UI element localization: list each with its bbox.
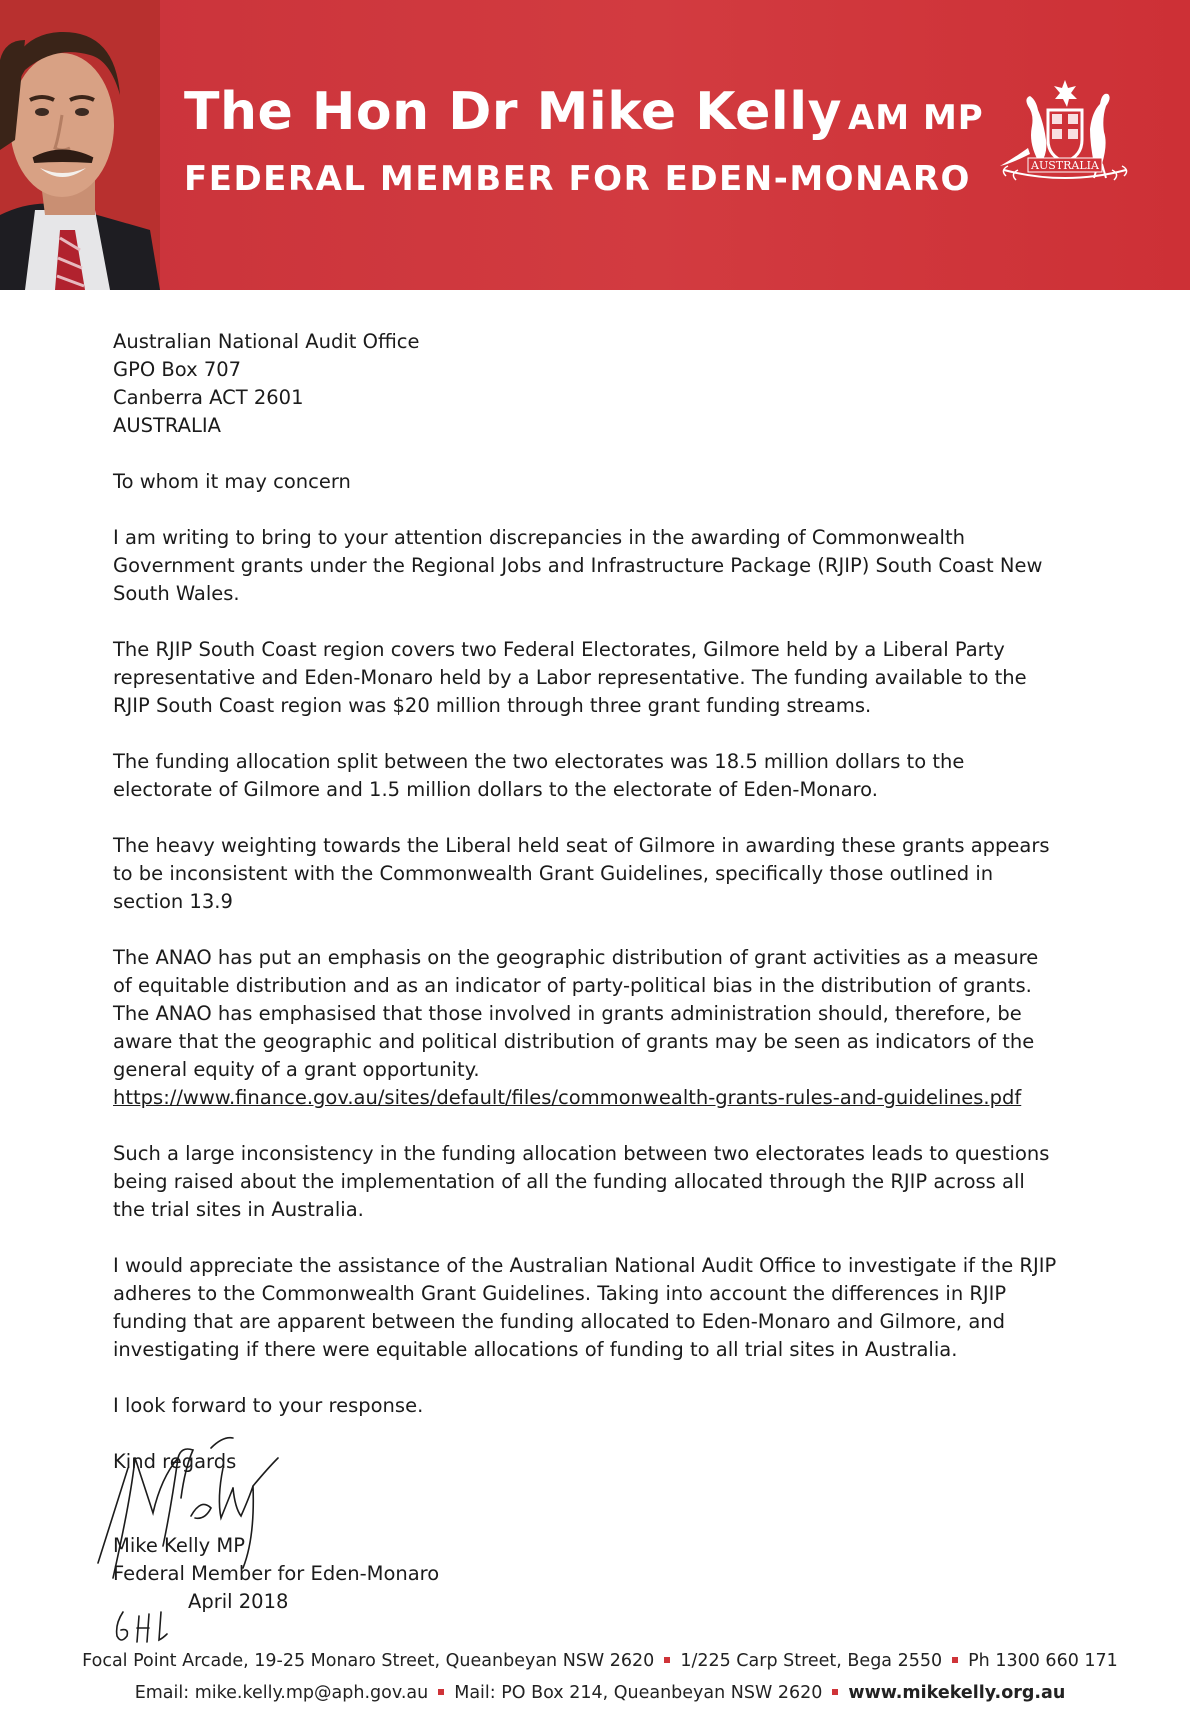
signer-name: Mike Kelly MP (113, 1534, 246, 1557)
paragraph-8: I look forward to your response. (113, 1394, 424, 1417)
letter-date: April 2018 (188, 1590, 289, 1613)
salutation: To whom it may concern (113, 470, 351, 493)
footer-separator (664, 1657, 670, 1663)
member-role: FEDERAL MEMBER FOR EDEN-MONARO (184, 159, 971, 199)
guidelines-link[interactable]: https://www.finance.gov.au/sites/default/files/commonwealth-grants-rules-and-guidelines.pdf (113, 1086, 1022, 1109)
recipient-address (113, 328, 1063, 440)
footer-separator (952, 1657, 958, 1663)
paragraph-6: Such a large inconsistency in the funding allocation between two electorates leads to questions being raised about the implementation of all the funding allocated through the RJIP across all the trial sites in Australia. (113, 1142, 1050, 1221)
address-line: Australian National Audit Office (113, 330, 420, 353)
address-line: GPO Box 707 (113, 358, 242, 381)
footer-addresses (0, 1651, 1200, 1671)
letterhead-banner (0, 0, 1190, 290)
coat-of-arms-icon (990, 74, 1140, 194)
signer-title: Federal Member for Eden-Monaro (113, 1562, 440, 1585)
footer-separator (438, 1689, 444, 1695)
member-portrait-image (0, 0, 160, 290)
paragraph-5-text: The ANAO has put an emphasis on the geographic distribution of grant activities as a measure of equitable distribution and as an indicator of party-political bias in the distribution of grants. The ANAO has emphasised that those involved in grants administration should, therefore, be aware that the geographic and political distribution of grants may be seen as indicators of the general equity of a grant opportunity. (113, 946, 1039, 1081)
valediction: Kind regards (113, 1450, 237, 1473)
footer-address-bega: 1/225 Carp Street, Bega 2550 (680, 1651, 943, 1671)
paragraph-2: The RJIP South Coast region covers two Federal Electorates, Gilmore held by a Liberal Party representative and Eden-Monaro held by a Labor representative. The funding available to the RJIP South Coast region was $20 million through three grant funding streams. (113, 638, 1027, 717)
paragraph-5 (113, 944, 1063, 1112)
footer-email[interactable]: Email: mike.kelly.mp@aph.gov.au (134, 1683, 429, 1703)
paragraph-3: The funding allocation split between the two electorates was 18.5 million dollars to the electorate of Gilmore and 1.5 million dollars to the electorate of Eden-Monaro. (113, 750, 965, 801)
paragraph-1: I am writing to bring to your attention discrepancies in the awarding of Commonwealth Government grants under the Regional Jobs and Infrastructure Package (RJIP) South Coast New South Wales. (113, 526, 1043, 605)
member-postnominals: AM MP (847, 98, 984, 138)
footer-separator (832, 1689, 838, 1695)
footer-address-queanbeyan: Focal Point Arcade, 19-25 Monaro Street, Queanbeyan NSW 2620 (82, 1651, 655, 1671)
handwritten-day-text: 6th (109, 1598, 111, 1599)
footer-website[interactable]: www.mikekelly.org.au (848, 1683, 1066, 1703)
member-name-title (184, 82, 984, 142)
footer-contacts (0, 1683, 1200, 1703)
paragraph-4: The heavy weighting towards the Liberal held seat of Gilmore in awarding these grants appears to be inconsistent with the Commonwealth Grant Guidelines, specifically those outlined in section 13.9 (113, 834, 1050, 913)
letter-body (109, 328, 1063, 1616)
footer-mail: Mail: PO Box 214, Queanbeyan NSW 2620 (454, 1683, 823, 1703)
address-line: AUSTRALIA (113, 414, 221, 437)
address-line: Canberra ACT 2601 (113, 386, 304, 409)
member-name: The Hon Dr Mike Kelly (184, 82, 842, 142)
crest-label: AUSTRALIA (1031, 159, 1099, 172)
handwritten-day (109, 1598, 169, 1648)
signature-block (109, 1448, 1063, 1616)
paragraph-7: I would appreciate the assistance of the Australian National Audit Office to investigate if the RJIP adheres to the Commonwealth Grant Guidelines. Taking into account the differences in RJIP funding that are apparent between the funding allocated to Eden-Monaro and Gilmore, and investigating if there were equitable allocations of funding to all trial sites in Australia. (113, 1254, 1057, 1361)
footer-phone: Ph 1300 660 171 (968, 1651, 1118, 1671)
member-portrait (0, 0, 160, 290)
